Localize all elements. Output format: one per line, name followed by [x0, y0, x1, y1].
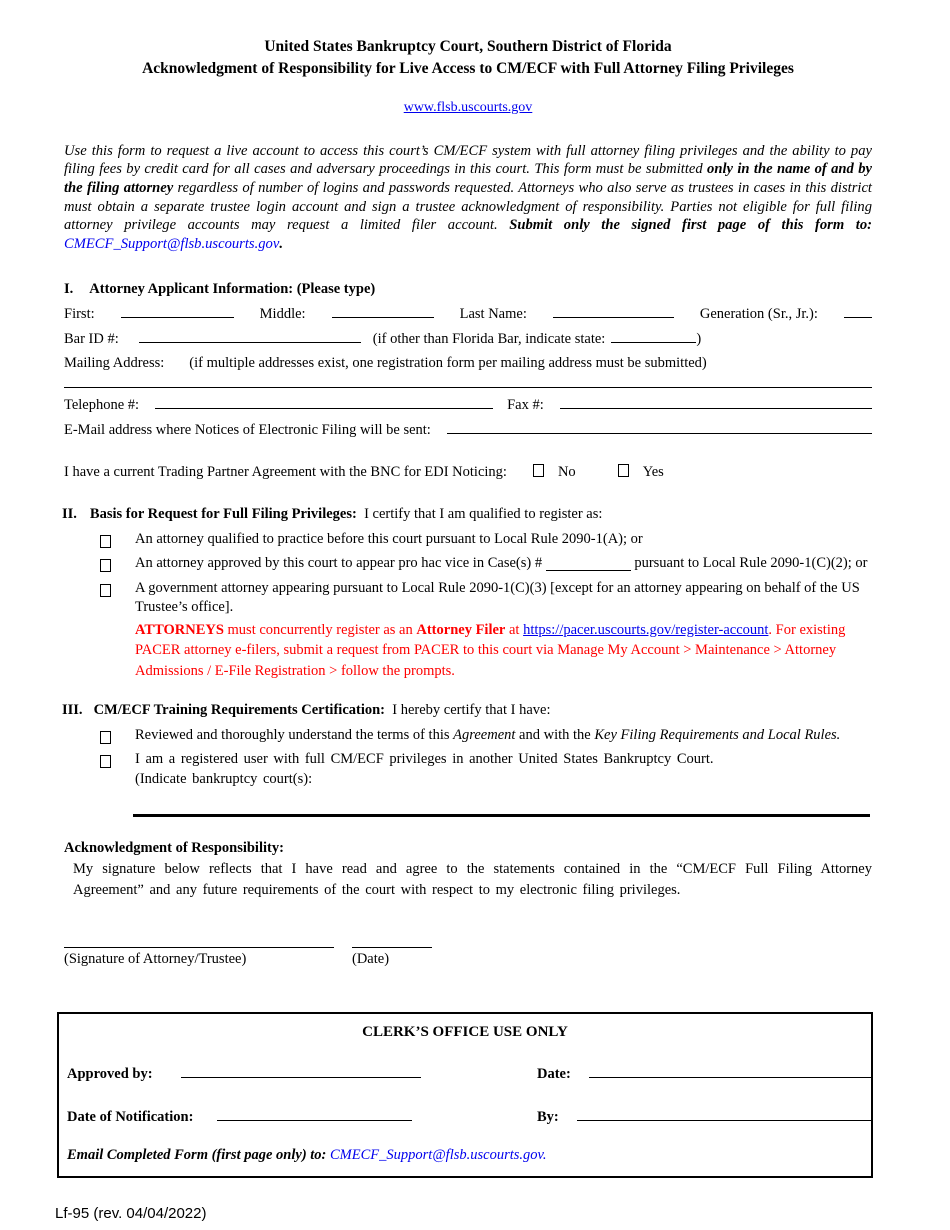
clerk-email-line — [59, 1146, 871, 1166]
case-number-field[interactable] — [546, 555, 631, 571]
clerk-email-label: Email Completed Form (first page only) to: — [67, 1146, 331, 1163]
notice-text-2: at — [505, 621, 524, 638]
training-item-1 — [64, 726, 872, 746]
acknowledgment-body: My signature below reflects that I have read and agree to the statements contained in the “CM/ECF Full Filing Attorney Agreement” and any future requirements of the court with respect to my electronic filing privileges. — [73, 861, 872, 898]
bar-state-note: (if other than Florida Bar, indicate state: — [372, 331, 606, 348]
trading-partner-label: I have a current Trading Partner Agreement with the BNC for EDI Noticing: — [64, 464, 507, 481]
notice-bold-attorneys: ATTORNEYS — [135, 621, 224, 638]
section-ii-number: II. — [62, 506, 77, 523]
first-name-field[interactable] — [121, 302, 234, 318]
last-name-field[interactable] — [553, 302, 674, 318]
basis-1-checkbox[interactable] — [100, 535, 111, 548]
section-iii-heading — [64, 701, 872, 721]
intro-bold-1: only in the name of and by the filing attorney — [64, 161, 872, 197]
email-row — [64, 418, 872, 441]
signature-label: (Signature of Attorney/Trustee) — [64, 951, 247, 968]
notification-date-label: Date of Notification: — [67, 1108, 194, 1125]
title-line-2: Acknowledgment of Responsibility for Live Access to CM/ECF with Full Attorney Filing Privileges — [142, 59, 794, 77]
clerk-email-link[interactable]: CMECF_Support@flsb.uscourts.gov — [330, 1146, 543, 1163]
bankruptcy-courts-field[interactable] — [133, 814, 870, 817]
intro-paragraph — [64, 142, 872, 254]
bar-id-label: Bar ID #: — [64, 331, 119, 348]
basis-2-text-post: pursuant to Local Rule 2090-1(C)(2); or — [634, 555, 868, 572]
generation-field[interactable] — [844, 302, 872, 318]
page-title — [64, 36, 872, 79]
section-iii-number: III. — [62, 702, 83, 719]
training-1-period: . — [836, 726, 841, 743]
last-name-label: Last Name: — [459, 306, 527, 323]
basis-item-3 — [64, 579, 872, 618]
basis-2-checkbox[interactable] — [100, 559, 111, 572]
signature-row — [64, 934, 872, 970]
training-1-checkbox[interactable] — [100, 731, 111, 744]
bnc-yes-label: Yes — [642, 464, 664, 481]
basis-3-text: A government attorney appearing pursuant to Local Rule 2090-1(C)(3) [except for an attorney appearing on behalf of the US Trustee’s office]. — [135, 579, 860, 616]
section-ii-title: Basis for Request for Full Filing Privileges: — [89, 506, 357, 523]
signature-field[interactable] — [64, 934, 334, 948]
bnc-yes-checkbox[interactable] — [618, 464, 629, 477]
clerk-date-field[interactable] — [589, 1062, 871, 1078]
bnc-no-checkbox[interactable] — [533, 464, 544, 477]
fax-label: Fax #: — [507, 397, 544, 414]
clerks-office-title: CLERK’S OFFICE USE ONLY — [362, 1023, 568, 1040]
clerk-date-label: Date: — [537, 1065, 571, 1082]
pacer-register-link[interactable]: https://pacer.uscourts.gov/register-account — [523, 621, 769, 638]
notification-date-field[interactable] — [217, 1105, 412, 1121]
section-ii-title-rest: I certify that I am qualified to register as: — [364, 506, 603, 523]
pacer-registration-notice — [64, 620, 872, 682]
training-1-italic-key-filing: Key Filing Requirements and Local Rules — [594, 726, 837, 743]
training-1-italic-agreement: Agreement — [453, 726, 516, 743]
training-1-text-2: and with the — [515, 726, 595, 743]
approved-by-label: Approved by: — [67, 1065, 153, 1082]
section-i-title: Attorney Applicant Information: (Please type) — [89, 281, 376, 298]
notification-row — [59, 1105, 871, 1128]
mailing-address-label: Mailing Address: — [64, 355, 165, 372]
form-id-footer: Lf-95 (rev. 04/04/2022) — [55, 1204, 207, 1222]
training-2-text-2: (Indicate bankruptcy court(s): — [135, 771, 313, 788]
clerk-email-suffix: . — [542, 1146, 547, 1163]
telephone-field[interactable] — [155, 393, 493, 409]
mailing-address-field[interactable] — [64, 374, 872, 388]
bnc-no-label: No — [557, 464, 576, 481]
title-line-1: United States Bankruptcy Court, Southern District of Florida — [264, 38, 672, 55]
clerk-by-label: By: — [537, 1108, 559, 1125]
notice-text-1: must concurrently register as an — [223, 621, 417, 638]
basis-item-2 — [64, 554, 872, 574]
fax-field[interactable] — [560, 393, 872, 409]
website-link[interactable]: www.flsb.uscourts.gov — [403, 100, 533, 115]
mailing-address-row — [64, 352, 872, 374]
bar-id-row — [64, 327, 872, 350]
intro-period: . — [279, 235, 283, 252]
telephone-label: Telephone #: — [64, 397, 140, 414]
basis-3-checkbox[interactable] — [100, 584, 111, 597]
middle-name-field[interactable] — [332, 302, 434, 318]
email-field[interactable] — [447, 418, 872, 434]
approved-by-field[interactable] — [181, 1062, 421, 1078]
signature-date-field[interactable] — [352, 934, 432, 948]
basis-1-text: An attorney qualified to practice before this court pursuant to Local Rule 2090-1(A); or — [135, 530, 643, 547]
email-label: E-Mail address where Notices of Electronic Filing will be sent: — [64, 422, 431, 439]
notice-text-3: . For existing PACER attorney e-filers, submit a request from PACER to this court via Manage My Account > Maintenance > Attorney Admissions / E-File Registration > follow the prompts. — [135, 621, 846, 679]
bar-state-close: ) — [696, 331, 702, 348]
intro-text-2: regardless of number of logins and passwords requested. Attorneys who also serve as trustees in cases in this district must obtain a separate trustee login account and sign a trustee acknowledgment of responsibility. Parties not eligible for full filing attorney privilege accounts may request a limited filer account. — [64, 180, 872, 234]
generation-label: Generation (Sr., Jr.): — [699, 306, 818, 323]
basis-item-1 — [64, 530, 872, 550]
intro-bold-2: Submit only the signed first page of this form to: — [509, 217, 872, 234]
approved-by-row — [59, 1062, 871, 1085]
training-2-text-1: I am a registered user with full CM/ECF privileges in another United States Bankruptcy Court. — [135, 751, 714, 768]
section-ii-heading — [64, 505, 872, 525]
section-i-heading — [64, 280, 872, 300]
training-1-text-1: Reviewed and thoroughly understand the terms of this — [135, 726, 454, 743]
training-2-checkbox[interactable] — [100, 755, 111, 768]
trading-partner-row — [64, 461, 872, 483]
signature-date-label: (Date) — [352, 951, 390, 968]
basis-2-text-pre: An attorney approved by this court to appear pro hac vice in Case(s) # — [135, 555, 543, 572]
website-link-row — [64, 99, 872, 118]
bar-state-field[interactable] — [611, 327, 696, 343]
bar-id-field[interactable] — [139, 327, 361, 343]
support-email-link[interactable]: CMECF_Support@flsb.uscourts.gov — [64, 235, 280, 252]
section-i-number: I. — [64, 281, 74, 298]
middle-name-label: Middle: — [259, 306, 306, 323]
clerk-by-field[interactable] — [577, 1105, 871, 1121]
clerks-office-box — [57, 1012, 873, 1178]
first-name-label: First: — [64, 306, 95, 323]
telephone-fax-row — [64, 393, 872, 416]
intro-text-1: Use this form to request a live account to access this court’s CM/ECF system with full attorney filing privileges and the ability to pay filing fees by credit card for all cases and adversary proceedings in this court. This form must be submitted — [64, 142, 872, 178]
acknowledgment-heading: Acknowledgment of Responsibility: — [64, 839, 284, 856]
notice-bold-attorney-filer: Attorney Filer — [416, 621, 506, 638]
name-row — [64, 302, 872, 325]
training-item-2 — [64, 750, 872, 789]
section-iii-title: CM/ECF Training Requirements Certification: — [93, 702, 386, 719]
section-iii-title-rest: I hereby certify that I have: — [392, 702, 551, 719]
mailing-address-note: (if multiple addresses exist, one registration form per mailing address must be submitted) — [189, 355, 707, 372]
